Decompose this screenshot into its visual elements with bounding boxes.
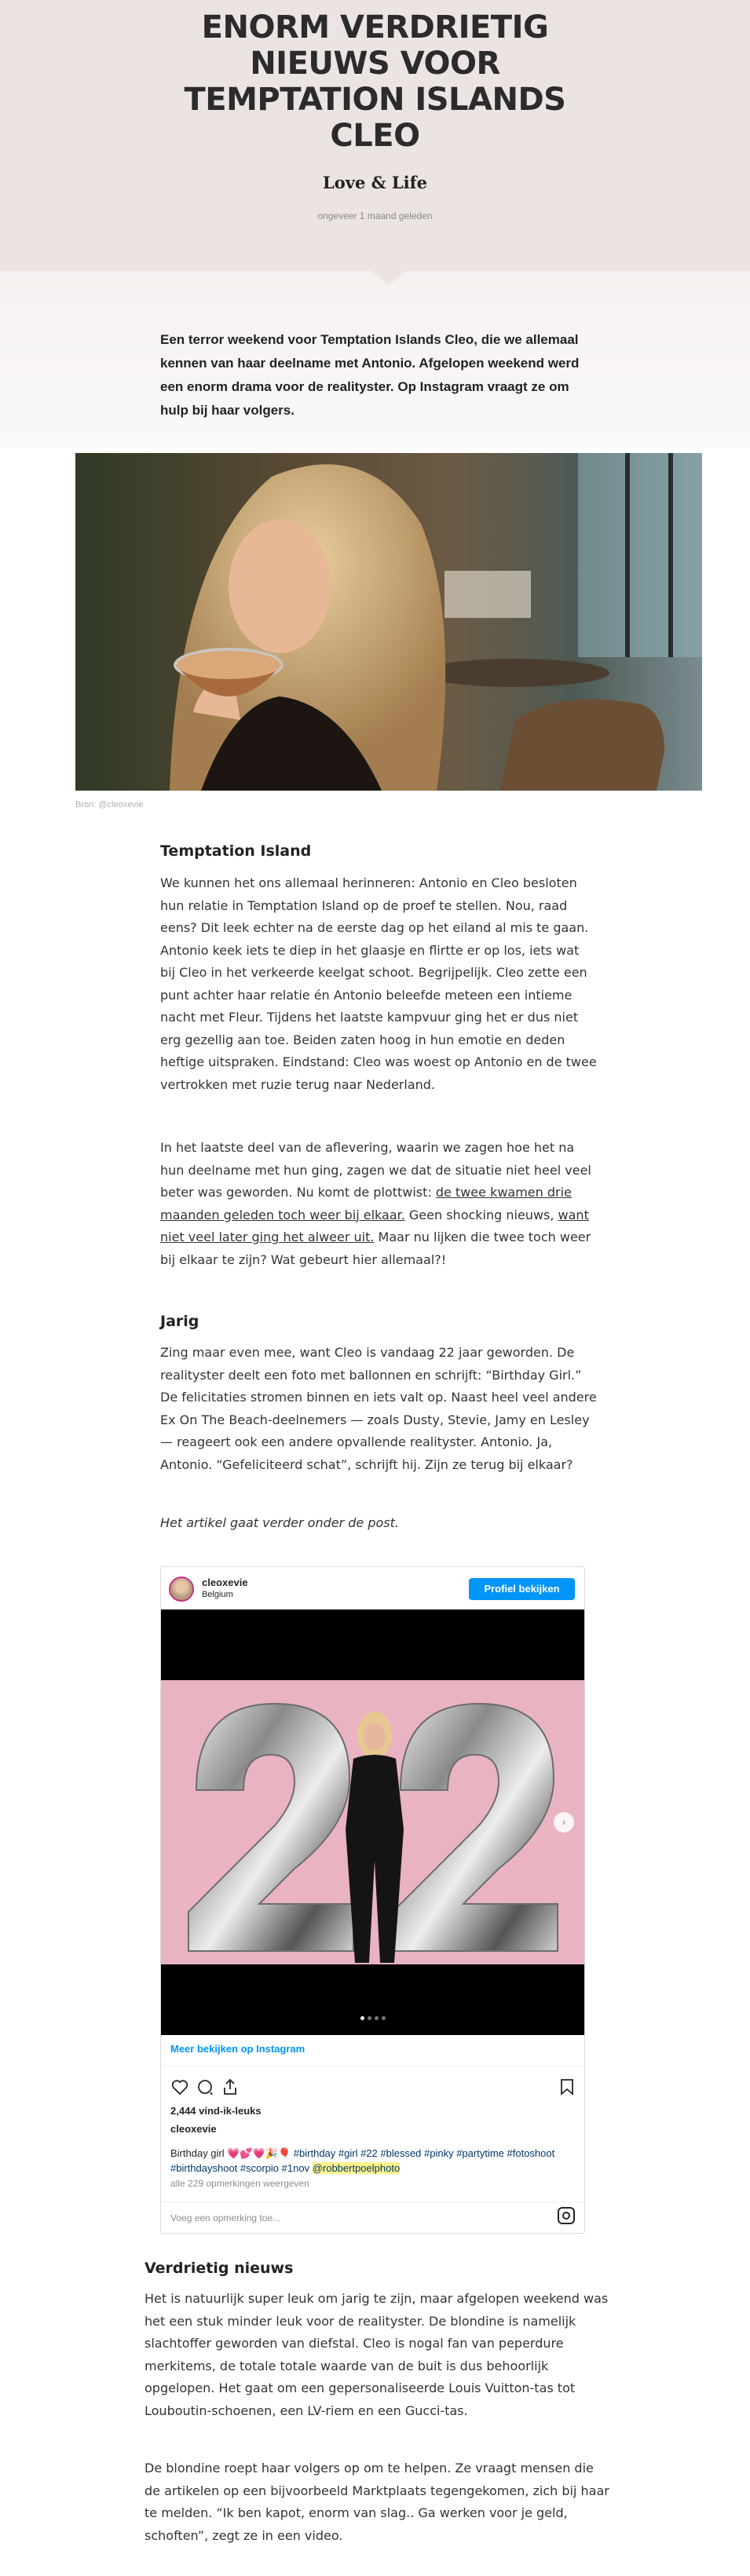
- mention-link[interactable]: @robbertpoelphoto: [312, 2162, 401, 2174]
- like-count[interactable]: 2,444 vind-ik-leuks: [170, 2105, 262, 2117]
- paragraph: In het laatste deel van de aflevering, waarin we zagen hoe het na hun deelname met hun ging, zagen we dat de situatie niet heel veel beter was geworden. Nu komt de plottwist: de twee kwamen drie maanden geleden toch weer bij elkaar. Geen shocking nieuws, want niet veel later ging het alweer uit. Maar nu lijken die twee toch weer bij elkaar te zijn? Wat gebeurt hier allemaal?!: [160, 1140, 591, 1267]
- view-more-link[interactable]: Meer bekijken op Instagram: [170, 2043, 305, 2055]
- birthday-photo: [161, 1680, 584, 1964]
- embed-media[interactable]: [161, 1610, 584, 2035]
- bookmark-icon[interactable]: [558, 2077, 576, 2096]
- balloon-22-photo: [161, 1680, 584, 1964]
- section-heading-jarig: Jarig: [160, 1313, 199, 1330]
- article-link[interactable]: want niet veel later ging het alweer uit.: [160, 1207, 589, 1244]
- header-notch: [371, 271, 406, 285]
- photo-credit: Bron: @cleoxevie: [75, 800, 144, 809]
- paragraph: Het is natuurlijk super leuk om jarig te zijn, maar afgelopen weekend was het een stuk minder leuk voor de realityster. De blondine is namelijk slachtoffer geworden van diefstal. Cleo is nogal fan van peperdure merkitems, de totale totale waarde van de buit is dus behoorlijk opgelopen. Het gaat om een gepersonaliseerde Louis Vuitton-tas tot Louboutin-schoenen, een LV-riem en een Gucci-tas.: [145, 2291, 609, 2418]
- article-title: ENORM VERDRIETIG NIEUWS VOOR TEMPTATION ISLANDS CLEO: [184, 9, 566, 154]
- heart-icon[interactable]: [170, 2077, 189, 2096]
- publish-date: ongeveer 1 maand geleden: [317, 210, 433, 221]
- avatar[interactable]: [169, 1577, 194, 1602]
- view-profile-button[interactable]: Profiel bekijken: [469, 1578, 575, 1600]
- comment-icon[interactable]: [196, 2077, 214, 2096]
- hashtags[interactable]: #birthday #girl #22 #blessed #pinky #partytime #fotoshoot #birthdayshoot #scorpio #1nov: [170, 2147, 555, 2174]
- caption-username[interactable]: cleoxevie: [170, 2123, 217, 2135]
- photo-woman-with-cocktail: [75, 453, 702, 791]
- article-header: [0, 0, 750, 271]
- continue-note: Het artikel gaat verder onder de post.: [160, 1515, 399, 1530]
- section-heading-verdrietig-nieuws: Verdrietig nieuws: [145, 2260, 294, 2277]
- instagram-logo-icon[interactable]: [558, 2207, 575, 2224]
- article-intro: Een terror weekend voor Temptation Islands Cleo, die we allemaal kennen van haar deelname met Antonio. Afgelopen weekend werd een enorm drama voor de realityster. Op Instagram vraagt ze om hulp bij haar volgers.: [160, 332, 580, 418]
- embed-header: [161, 1567, 584, 1610]
- article-photo: [75, 453, 702, 791]
- category-label[interactable]: Love & Life: [322, 173, 428, 192]
- share-icon[interactable]: [221, 2077, 240, 2096]
- view-comments-link[interactable]: alle 229 opmerkingen weergeven: [170, 2178, 309, 2189]
- carousel-dots: [161, 2010, 584, 2024]
- embed-location[interactable]: Belgium: [202, 1590, 233, 1599]
- section-heading: [160, 842, 597, 860]
- instagram-embed: [160, 1566, 585, 2234]
- action-bar: [167, 2076, 580, 2099]
- add-comment-field[interactable]: Voeg een opmerking toe...: [170, 2212, 281, 2223]
- paragraph: Zing maar even mee, want Cleo is vandaag 22 jaar geworden. De realityster deelt een foto met ballonnen en schrijft: “Birthday Girl.” De felicitaties stromen binnen en iets valt op. Naast heel veel andere Ex On The Beach-deelnemers — zoals Dusty, Stevie, Jamy en Lesley — reageert ook een andere opvallende realityster. Antonio. Ja, Antonio. “Gefeliciteerd schat”, schrijft hij. Zijn ze terug bij elkaar?: [160, 1345, 597, 1472]
- embed-username[interactable]: cleoxevie: [202, 1577, 248, 1588]
- paragraph: De blondine roept haar volgers op om te helpen. Ze vraagt mensen die de artikelen op een bijvoorbeeld Marktplaats tegengekomen, zich bij haar te melden. “Ik ben kapot, enorm van slag.. Ga werken voor je geld, schoften”, zegt ze in een video.: [145, 2461, 609, 2543]
- section-heading-temptation-island: Temptation Island: [160, 842, 312, 860]
- paragraph: We kunnen het ons allemaal herinneren: Antonio en Cleo besloten hun relatie in Temptation Island op de proef te stellen. Nou, raad eens? Dit leek echter na de eerste dag op het eiland al mis te gaan. Antonio keek iets te diep in het glaasje en flirtte er op los, iets wat bij Cleo in het verkeerde keelgat schoot. Begrijpelijk. Cleo zette een punt achter haar relatie én Antonio beleefde meteen een intieme nacht met Fleur. Tijdens het laatste kampvuur ging het er dus niet erg gezellig aan toe. Beiden zaten hoog in hun emotie en deden heftige uitspraken. Eindstand: Cleo was woest op Antonio en de twee vertrokken met ruzie terug naar Nederland.: [160, 875, 597, 1092]
- chevron-right-icon[interactable]: ›: [554, 1812, 574, 1832]
- article-link[interactable]: de twee kwamen drie maanden geleden toch weer bij elkaar.: [160, 1185, 572, 1222]
- post-caption: Birthday girl 💗💕💗🎉🎈 #birthday #girl #22 #blessed #pinky #partytime #fotoshoot #birthdayshoot #scorpio #1nov @robbertpoelphoto: [170, 2147, 555, 2174]
